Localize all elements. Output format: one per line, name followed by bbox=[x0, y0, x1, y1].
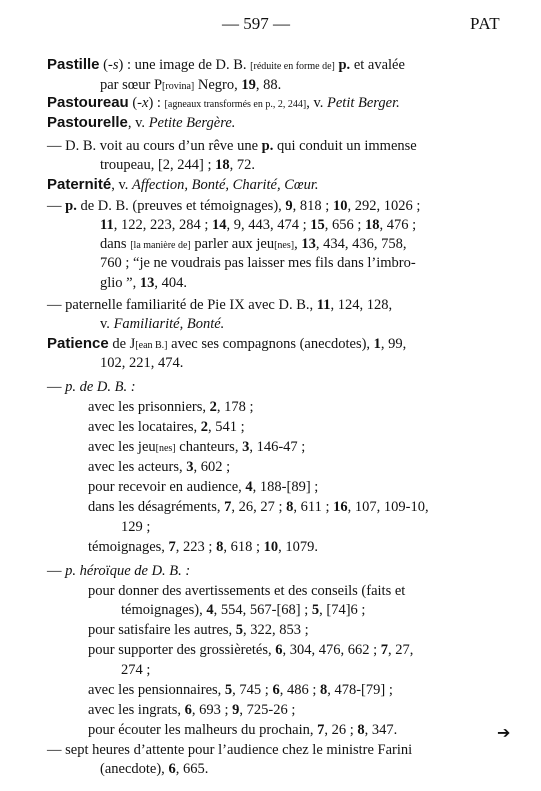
bracket-note: [nes] bbox=[155, 443, 176, 454]
volume-number: 7 bbox=[168, 539, 176, 555]
volume-number: 5 bbox=[311, 602, 320, 618]
entry-text: de D. B. (preuves et témoignages), bbox=[76, 198, 286, 214]
entry-text: , 611 ; bbox=[293, 499, 334, 515]
volume-number: 10 bbox=[332, 198, 348, 214]
index-line bbox=[47, 741, 412, 759]
entry-text: témoignages, bbox=[88, 539, 169, 555]
continue-arrow-icon: ➔ bbox=[497, 725, 511, 742]
index-line bbox=[100, 235, 406, 255]
entry-text: , 434, 436, 758, bbox=[315, 236, 407, 252]
volume-number: 13 bbox=[301, 236, 316, 252]
entry-text: avec ses compagnons (anecdotes), bbox=[167, 336, 374, 352]
entry-text: chanteurs, bbox=[175, 439, 243, 455]
entry-text: — paternelle familiarité de Pie IX avec D. B., bbox=[47, 297, 317, 313]
entry-text: pour donner des avertissements et des conseils (faits et bbox=[88, 583, 406, 599]
entry-text: , 88. bbox=[255, 77, 282, 93]
entry-text: , 486 ; bbox=[279, 682, 320, 698]
entry-text: témoignages), bbox=[121, 602, 207, 618]
index-line bbox=[88, 641, 413, 659]
volume-number: 9 bbox=[285, 198, 293, 214]
entry-text: , 122, 223, 284 ; bbox=[113, 217, 212, 233]
headword: Pastille bbox=[47, 56, 100, 73]
entry-text: pour recevoir en audience, bbox=[88, 479, 246, 495]
entry-text: , bbox=[294, 236, 302, 252]
entry-text: 129 ; bbox=[121, 519, 151, 535]
index-line bbox=[88, 398, 254, 416]
entry-text: , 72. bbox=[229, 157, 256, 173]
entry-text: , 347. bbox=[364, 722, 398, 738]
headword: Paternité bbox=[47, 176, 112, 193]
entry-text: glio ”, bbox=[100, 275, 140, 291]
volume-number: 8 bbox=[357, 722, 365, 738]
entry-text: , [74]6 ; bbox=[319, 602, 366, 618]
entry-text: , 665. bbox=[175, 761, 209, 777]
italic-text: p. héroïque de D. B. : bbox=[65, 563, 191, 579]
italic-text: p. bbox=[65, 379, 76, 395]
volume-number: 6 bbox=[184, 702, 192, 718]
index-line bbox=[47, 378, 136, 396]
entry-text: avec les ingrats, bbox=[88, 702, 185, 718]
entry-text: ) : une image de D. B. bbox=[118, 57, 251, 73]
entry-text: et avalée bbox=[350, 57, 405, 73]
volume-number: 14 bbox=[211, 217, 227, 233]
index-line bbox=[100, 76, 281, 96]
volume-number: 2 bbox=[200, 419, 208, 435]
index-line bbox=[100, 760, 208, 778]
index-line bbox=[121, 661, 150, 679]
bracket-note: [nes] bbox=[274, 240, 295, 251]
entry-text: (- bbox=[99, 57, 113, 73]
index-line bbox=[88, 418, 245, 436]
index-line bbox=[88, 582, 405, 600]
entry-text: , 725-26 ; bbox=[239, 702, 296, 718]
index-line bbox=[47, 137, 417, 155]
headword: Pastourelle bbox=[47, 114, 128, 131]
volume-number: p. bbox=[338, 57, 351, 73]
entry-text: avec les acteurs, bbox=[88, 459, 187, 475]
index-line bbox=[47, 176, 319, 194]
bracket-note: [la manière de] bbox=[130, 240, 191, 251]
index-line bbox=[88, 478, 318, 496]
entry-text: , 693 ; bbox=[191, 702, 233, 718]
page-number: — 597 — bbox=[222, 14, 290, 33]
index-line bbox=[121, 518, 150, 536]
entry-text: 102, 221, 474. bbox=[100, 355, 184, 371]
entry-text: pour satisfaire les autres, bbox=[88, 622, 236, 638]
entry-text: , 322, 853 ; bbox=[243, 622, 309, 638]
entry-text: , 9, 443, 474 ; bbox=[226, 217, 311, 233]
index-line bbox=[88, 498, 429, 516]
volume-number: 6 bbox=[272, 682, 280, 698]
bracket-note: 2 bbox=[277, 99, 283, 110]
volume-number: 11 bbox=[100, 217, 114, 233]
volume-number: p. bbox=[65, 198, 77, 214]
entry-text: 274 ; bbox=[121, 662, 151, 678]
entry-text: troupeau, [2, 244] ; bbox=[100, 157, 216, 173]
entry-text: , 656 ; bbox=[324, 217, 366, 233]
volume-number: 10 bbox=[263, 539, 279, 555]
volume-number: 5 bbox=[235, 622, 244, 638]
italic-text: x bbox=[142, 95, 149, 111]
entry-text: , 818 ; bbox=[292, 198, 333, 214]
entry-text: , 107, 109-10, bbox=[347, 499, 429, 515]
entry-text: dans bbox=[100, 236, 131, 252]
entry-text: v. bbox=[100, 316, 114, 332]
entry-text: , 178 ; bbox=[216, 399, 254, 415]
italic-text: Familiarité, Bonté. bbox=[113, 316, 225, 332]
entry-text: , 602 ; bbox=[193, 459, 231, 475]
volume-number: 7 bbox=[380, 642, 389, 658]
bracket-note: , 244] bbox=[282, 99, 307, 110]
bracket-note: [ean B.] bbox=[135, 340, 168, 351]
entry-text: , 27, bbox=[388, 642, 414, 658]
index-line bbox=[88, 458, 230, 476]
volume-number: 4 bbox=[206, 602, 214, 618]
volume-number: 19 bbox=[241, 77, 256, 93]
entry-text: pour supporter des grossièretés, bbox=[88, 642, 276, 658]
entry-text: , v. bbox=[111, 177, 133, 193]
index-line bbox=[47, 56, 405, 76]
index-line bbox=[100, 254, 416, 272]
volume-number: 1 bbox=[373, 336, 381, 352]
index-line bbox=[47, 335, 406, 355]
index-line bbox=[88, 681, 393, 699]
volume-number: 4 bbox=[245, 479, 253, 495]
volume-number: 18 bbox=[215, 157, 230, 173]
entry-text: (- bbox=[128, 95, 142, 111]
index-line bbox=[100, 354, 183, 372]
entry-text: Negro, bbox=[194, 77, 242, 93]
italic-text: de D. B. : bbox=[79, 379, 136, 395]
entry-text: , 188-[89] ; bbox=[252, 479, 319, 495]
entry-text: , 304, 476, 662 ; bbox=[282, 642, 381, 658]
index-line bbox=[88, 538, 318, 556]
volume-number: 2 bbox=[209, 399, 217, 415]
entry-text: — bbox=[47, 563, 66, 579]
entry-text: , 618 ; bbox=[223, 539, 264, 555]
entry-text: avec les jeu bbox=[88, 439, 156, 455]
index-line bbox=[47, 94, 400, 114]
volume-number: 18 bbox=[365, 217, 380, 233]
entry-text: , 292, 1026 ; bbox=[347, 198, 421, 214]
volume-number: 11 bbox=[316, 297, 331, 313]
entry-text: ) : bbox=[148, 95, 165, 111]
bracket-note: [réduite en forme de] bbox=[250, 61, 335, 72]
index-line bbox=[121, 601, 365, 619]
entry-text: pour écouter les malheurs du prochain, bbox=[88, 722, 318, 738]
entry-text: qui conduit un immense bbox=[273, 138, 417, 154]
italic-text: Petit Berger. bbox=[327, 95, 400, 111]
entry-text: , 541 ; bbox=[207, 419, 245, 435]
entry-text: , 124, 128, bbox=[330, 297, 393, 313]
entry-text: , 478-[79] ; bbox=[327, 682, 393, 698]
volume-number: 8 bbox=[319, 682, 328, 698]
volume-number: 8 bbox=[216, 539, 224, 555]
headword: Patience bbox=[47, 335, 109, 352]
index-line bbox=[47, 296, 392, 314]
entry-text: — D. B. voit au cours d’un rêve une bbox=[47, 138, 262, 154]
bracket-note: p., bbox=[265, 99, 278, 110]
entry-text: , 223 ; bbox=[175, 539, 217, 555]
volume-number: 7 bbox=[317, 722, 325, 738]
entry-text: — sept heures d’attente pour l’audience chez le ministre Farini bbox=[47, 742, 413, 758]
entry-text: (anecdote), bbox=[100, 761, 169, 777]
volume-number: 3 bbox=[242, 439, 250, 455]
italic-text: s bbox=[112, 57, 119, 73]
entry-text: — bbox=[47, 379, 66, 395]
volume-number: 3 bbox=[186, 459, 194, 475]
index-line bbox=[100, 274, 187, 292]
entry-text: avec les prisonniers, bbox=[88, 399, 210, 415]
entry-text: par sœur P bbox=[100, 77, 163, 93]
entry-text: , 26, 27 ; bbox=[231, 499, 287, 515]
entry-text: , 404. bbox=[154, 275, 187, 291]
entry-text: , 146-47 ; bbox=[249, 439, 306, 455]
entry-text: de J bbox=[108, 336, 136, 352]
volume-number: 16 bbox=[333, 499, 348, 515]
volume-number: 13 bbox=[139, 275, 155, 291]
index-line bbox=[88, 721, 397, 739]
italic-text: Petite Bergère. bbox=[148, 115, 236, 131]
entry-text: dans les désagréments, bbox=[88, 499, 225, 515]
entry-text: parler aux jeu bbox=[190, 236, 275, 252]
running-head: PAT bbox=[470, 14, 501, 33]
italic-text: Affection, Bonté, Charité, Cœur. bbox=[132, 177, 319, 193]
volume-number: 6 bbox=[275, 642, 283, 658]
bracket-note: [agneaux transformés en bbox=[164, 99, 266, 110]
volume-number: p. bbox=[261, 138, 274, 154]
volume-number: 6 bbox=[168, 761, 176, 777]
index-line bbox=[88, 438, 305, 458]
index-line bbox=[88, 621, 309, 639]
index-line bbox=[100, 315, 224, 333]
volume-number: 9 bbox=[232, 702, 240, 718]
entry-text: avec les pensionnaires, bbox=[88, 682, 225, 698]
entry-text: , 745 ; bbox=[232, 682, 273, 698]
entry-text: — bbox=[47, 198, 66, 214]
entry-text: 760 ; “je ne voudrais pas laisser mes fils dans l’imbro- bbox=[100, 255, 416, 271]
entry-text: , v. bbox=[127, 115, 149, 131]
index-line bbox=[47, 114, 235, 132]
volume-number: 7 bbox=[224, 499, 232, 515]
index-line bbox=[100, 216, 416, 234]
entry-text: , 1079. bbox=[278, 539, 318, 555]
index-line bbox=[47, 197, 420, 215]
volume-number: 15 bbox=[310, 217, 325, 233]
index-line bbox=[47, 562, 190, 580]
entry-text: , v. bbox=[306, 95, 327, 111]
entry-text: , 99, bbox=[380, 336, 407, 352]
entry-text: avec les locataires, bbox=[88, 419, 201, 435]
index-line bbox=[88, 701, 295, 719]
entry-text: , 476 ; bbox=[379, 217, 417, 233]
headword: Pastoureau bbox=[47, 94, 129, 111]
entry-text: , 554, 567-[68] ; bbox=[213, 602, 312, 618]
entry-text: , 26 ; bbox=[324, 722, 358, 738]
index-line bbox=[100, 156, 255, 174]
volume-number: 5 bbox=[224, 682, 233, 698]
volume-number: 8 bbox=[286, 499, 294, 515]
bracket-note: [rovina] bbox=[162, 81, 195, 92]
